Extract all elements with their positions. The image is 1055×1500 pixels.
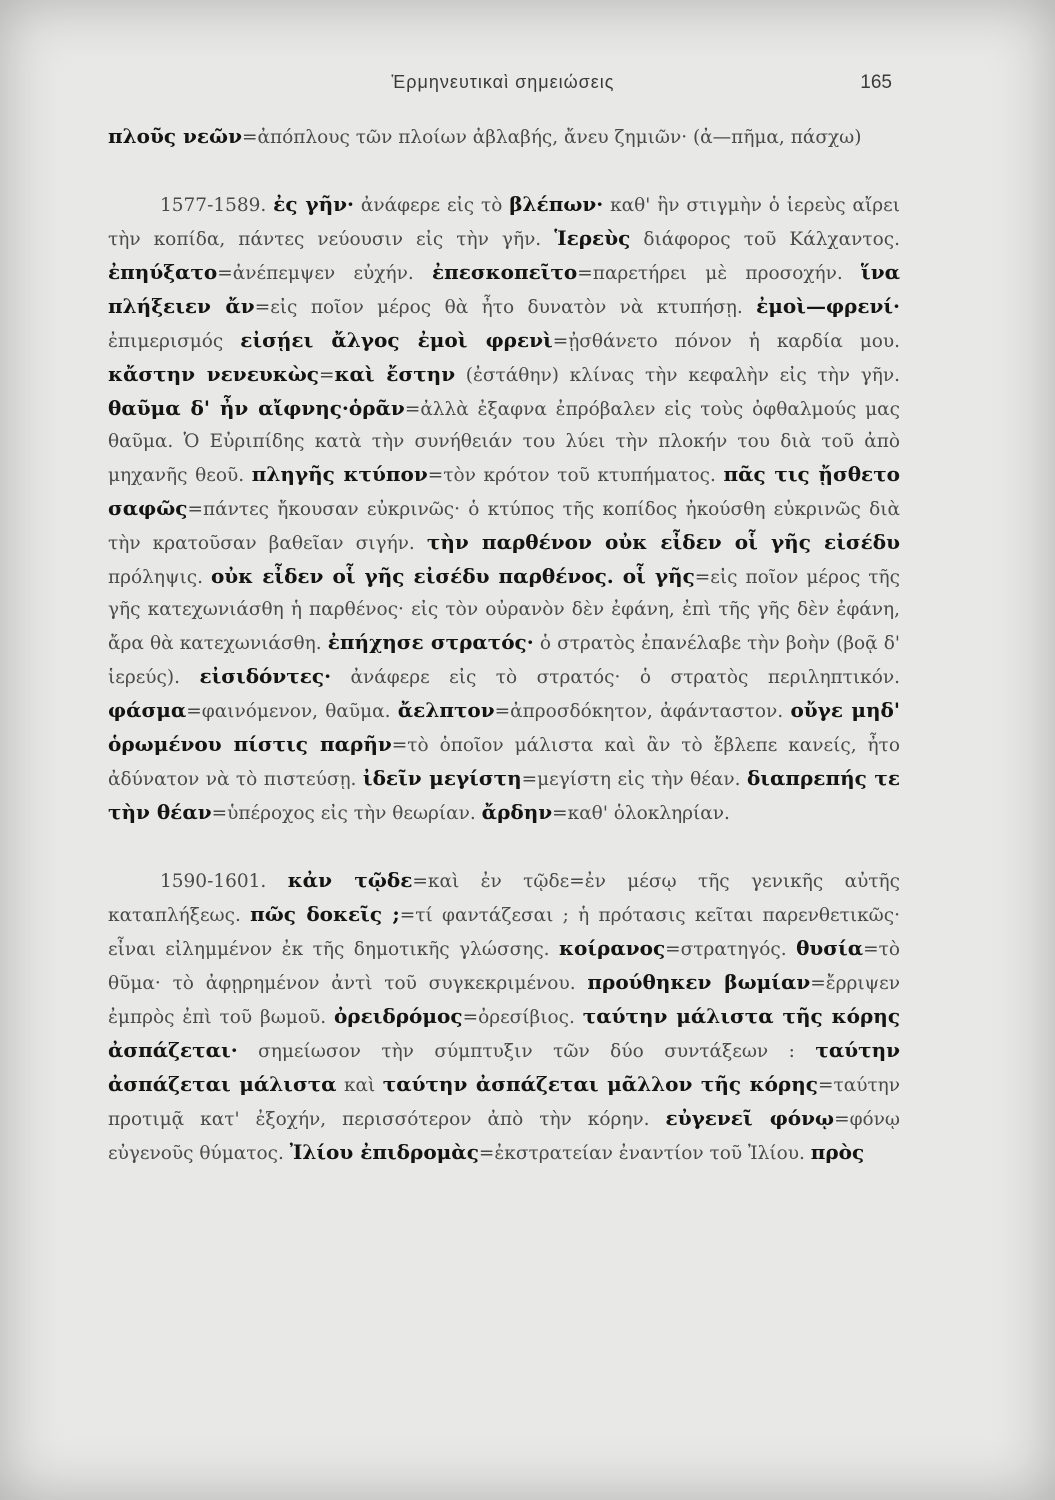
lemma-term: θαῦμα δ' ἦν αἴφνης·ὁρᾶν — [108, 396, 405, 420]
gloss-text: =ἔρριψεν ἐμπρὸς ἐπὶ τοῦ βωμοῦ. — [108, 973, 901, 1028]
lemma-term: ἄελπτον — [397, 698, 495, 722]
gloss-text: =ἀνέπεμψεν εὐχήν. — [217, 263, 432, 284]
paragraph-1590-1601 — [108, 864, 900, 1170]
gloss-text: πρόληψις. — [108, 567, 211, 588]
lemma-term: εὐγενεῖ φόνῳ — [665, 1106, 835, 1130]
lemma-term: κἄστην νενευκὼς — [108, 362, 319, 386]
gloss-text: =ὑπέροχος εἰς τὴν θεωρίαν. — [211, 803, 482, 824]
running-header — [108, 72, 898, 104]
gloss-text: = — [318, 365, 335, 386]
gloss-text: ὁ στρατὸς ἐπανέλαβε τὴν βοὴν (βοᾷ δ' ἱερεύς). — [108, 633, 901, 688]
lemma-term: Ἱερεὺς — [554, 226, 631, 250]
gloss-text: =ταύτην προτιμᾷ κατ' ἐξοχήν, περισσότερον ἀπὸ τὴν κόρην. — [108, 1075, 901, 1130]
gloss-text: =φόνῳ εὐγενοῦς θύματος. — [108, 1109, 900, 1164]
gloss-text: ἀνάφερε εἰς τὸ — [354, 195, 510, 216]
gloss-text: 1590-1601. — [160, 871, 288, 892]
gloss-text: =ᾐσθάνετο πόνον ἡ καρδία μου. — [552, 331, 901, 352]
gloss-text: =καὶ ἐν τῷδε=ἐν μέσῳ τῆς γενικῆς αὐτῆς καταπλήξεως. — [108, 871, 900, 926]
lemma-term: κοίρανος — [559, 936, 666, 960]
gloss-text: =ἐκστρατείαν ἐναντίον τοῦ Ἰλίου. — [478, 1143, 811, 1164]
lemma-term: ἵνα πλήξειεν ἄν — [108, 260, 900, 318]
lemma-term: ἐμοὶ—φρενί· — [756, 294, 901, 318]
lemma-term: ὀρειδρόμος — [333, 1004, 463, 1028]
gloss-text: =ὀρεσίβιος. — [462, 1007, 583, 1028]
gloss-text: καθ' ἣν στιγμὴν ὁ ἱερεὺς αἴρει τὴν κοπίδα, πάντες νεύουσιν εἰς τὴν γῆν. — [108, 195, 900, 250]
lemma-term: βλέπων· — [509, 192, 604, 216]
lemma-term: ταύτην ἀσπάζεται μάλιστα — [108, 1038, 900, 1096]
gloss-text: διάφορος τοῦ Κάλχαντος. — [630, 229, 900, 250]
lemma-term: ἐς γῆν· — [273, 192, 355, 216]
gloss-text: =τὸ θῦμα· τὸ ἀφῃρημένον ἀντὶ τοῦ συγκεκριμένου. — [108, 939, 900, 994]
lemma-term: εἰσιδόντες· — [199, 664, 332, 688]
running-title: Ἑρμηνευτικαὶ σημειώσεις — [391, 72, 615, 92]
gloss-text: =παρετήρει μὲ προσοχήν. — [577, 263, 862, 284]
lemma-term: φάσμα — [108, 698, 187, 722]
paragraph-continuation — [108, 120, 900, 154]
paragraph-1577-1589 — [108, 188, 900, 830]
gloss-text: =τὸ ὁποῖον μάλιστα καὶ ἂν τὸ ἔβλεπε κανείς, ἦτο ἀδύνατον νὰ τὸ πιστεύσῃ. — [108, 735, 901, 790]
lemma-term: οὐκ εἶδεν οἷ γῆς εἰσέδυ παρθένος. οἷ γῆς — [210, 564, 695, 588]
gloss-text: =ἀπόπλους τῶν πλοίων ἀβλαβής, ἄνευ ζημιῶν· (ἀ—πῆμα, πάσχω) — [241, 127, 862, 148]
lemma-term: ἐπήχησε στρατός· — [327, 630, 534, 654]
commentary-body — [108, 120, 900, 1170]
gloss-text: =ἀλλὰ ἐξαφνα ἐπρόβαλεν εἰς τοὺς ὀφθαλμούς μας θαῦμα. Ὁ Εὐριπίδης κατὰ τὴν συνήθειάν του λύει τὴν πλοκήν του διὰ τοῦ ἀπὸ μηχανῆς θεοῦ. — [108, 399, 900, 486]
lemma-term: θυσία — [796, 936, 864, 960]
gloss-text: =ἀπροσδόκητον, ἀφάνταστον. — [494, 701, 791, 722]
gloss-text: ἀνάφερε εἰς τὸ στρατός· ὁ στρατὸς περιληπτικόν. — [331, 667, 900, 688]
page-number: 165 — [860, 72, 892, 93]
lemma-term: Ἰλίου ἐπιδρομὰς — [289, 1140, 479, 1164]
lemma-term: ἐπεσκοπεῖτο — [431, 260, 578, 284]
gloss-text: =εἰς ποῖον μέρος θὰ ἦτο δυνατὸν νὰ κτυπήσῃ. — [254, 297, 757, 318]
lemma-term: ταύτην μάλιστα τῆς κόρης ἀσπάζεται· — [108, 1004, 900, 1062]
gloss-text: =πάντες ἤκουσαν εὐκρινῶς· ὁ κτύπος τῆς κοπίδος ἠκούσθη εὐκρινῶς διὰ τὴν κρατοῦσαν βαθεῖαν σιγήν. — [108, 499, 900, 554]
lemma-term: προύθηκεν βωμίαν — [587, 970, 811, 994]
lemma-term: πῶς δοκεῖς ; — [250, 902, 400, 926]
lemma-term: πρὸς — [810, 1140, 865, 1164]
lemma-term: κἀν τῷδε — [287, 868, 413, 892]
gloss-text: =τὸν κρότον τοῦ κτυπήματος. — [427, 465, 724, 486]
lemma-term: διαπρεπής τε τὴν θέαν — [108, 766, 900, 824]
lemma-term: πληγῆς κτύπον — [251, 462, 428, 486]
gloss-text: =μεγίστη εἰς τὴν θέαν. — [521, 769, 747, 790]
lemma-term: εἰσῄει ἄλγος ἐμοὶ φρενὶ — [240, 328, 553, 352]
lemma-term: οὔγε μηδ' ὁρωμένου πίστις παρῆν — [108, 698, 900, 756]
lemma-term: ἰδεῖν μεγίστη — [362, 766, 522, 790]
lemma-term: πλοῦς νεῶν — [108, 124, 242, 148]
lemma-term: τὴν παρθένον οὐκ εἶδεν οἷ γῆς εἰσέδυ — [426, 530, 901, 554]
lemma-term: καὶ ἔστην — [334, 362, 456, 386]
gloss-text: =εἰς ποῖον μέρος τῆς γῆς κατεχωνιάσθη ἡ παρθένος· εἰς τὸν οὐρανὸν δὲν ἐφάνη, ἐπὶ τῆς γῆς δὲν ἐφάνη, ἄρα θὰ κατεχωνιάσθη. — [108, 567, 900, 654]
lemma-term: ἄρδην — [481, 800, 553, 824]
gloss-text: καὶ — [336, 1075, 383, 1096]
gloss-text: =στρατηγός. — [665, 939, 797, 960]
lemma-term: πᾶς τις ᾔσθετο σαφῶς — [108, 462, 901, 520]
gloss-text: σημείωσον τὴν σύμπτυξιν τῶν δύο συντάξεων : — [237, 1041, 816, 1062]
lemma-term: ἐπηύξατο — [108, 260, 218, 284]
gloss-text: =τί φαντάζεσαι ; ἡ πρότασις κεῖται παρενθετικῶς· εἶναι εἰλημμένον ἐκ τῆς δημοτικῆς γλώσσης. — [108, 905, 901, 960]
gloss-text: 1577-1589. — [160, 195, 274, 216]
gloss-text: =φαινόμενον, θαῦμα. — [186, 701, 398, 722]
gloss-text: ἐπιμερισμός — [108, 331, 241, 352]
gloss-text: =καθ' ὁλοκληρίαν. — [552, 803, 730, 824]
gloss-text: (ἐστάθην) κλίνας τὴν κεφαλὴν εἰς τὴν γῆν. — [455, 365, 900, 386]
lemma-term: ταύτην ἀσπάζεται μᾶλλον τῆς κόρης — [382, 1072, 818, 1096]
